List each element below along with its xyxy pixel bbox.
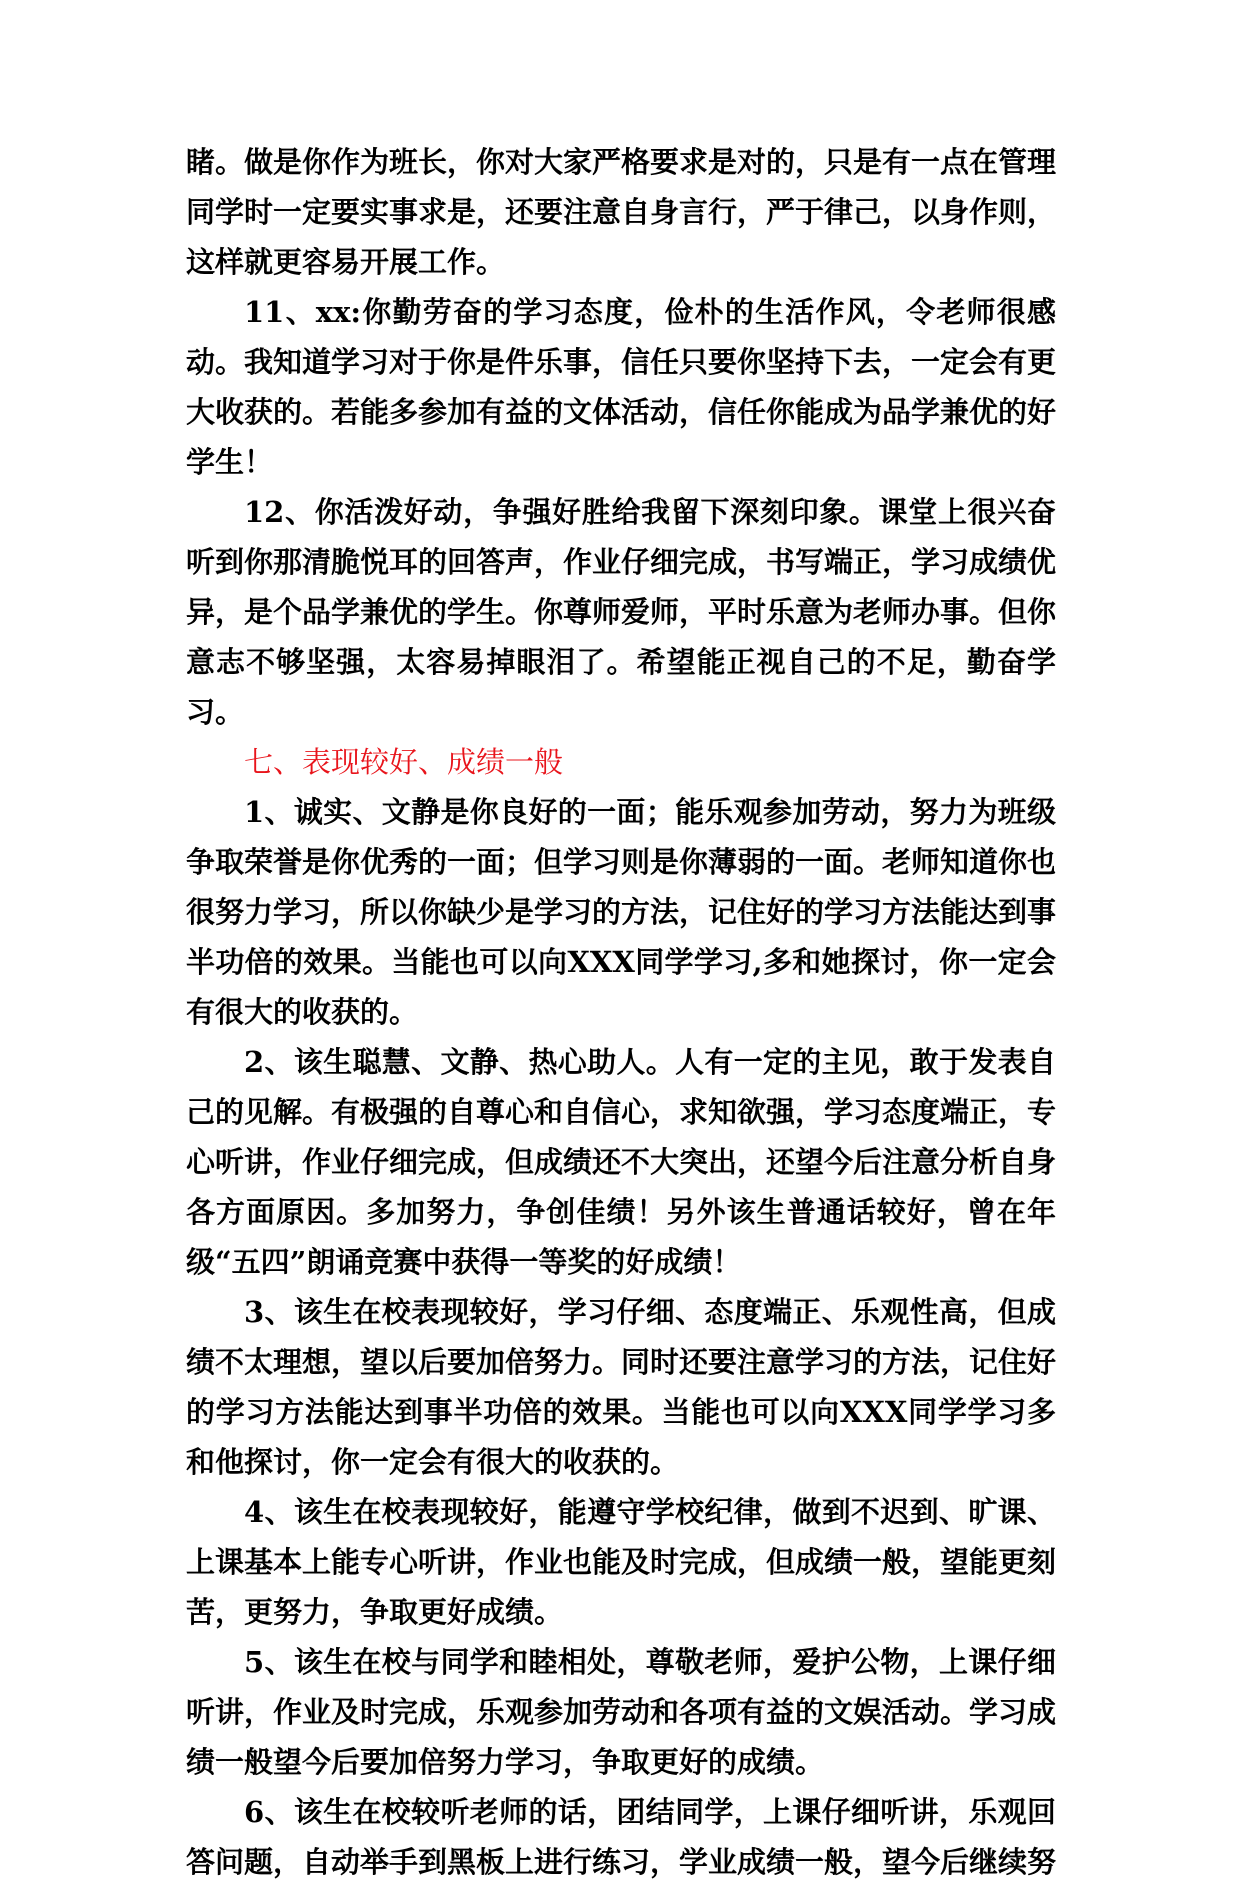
paragraph-12: 12、你活泼好动，争强好胜给我留下深刻印象。课堂上很兴奋听到你那清脆悦耳的回答声，作业仔细完成，书写端正，学习成绩优异，是个品学兼优的学生。你尊师爱师，平时乐意为老师办事。但你意志不够坚强，太容易掉眼泪了。希望能正视自己的不足，勤奋学习。	[186, 495, 1057, 729]
paragraph-11: 11、xx:你勤劳奋的学习态度，俭朴的生活作风，令老师很感动。我知道学习对于你是件乐事，信任只要你坚持下去，一定会有更大收获的。若能多参加有益的文体活动，信任你能成为品学兼优的好学生！	[186, 295, 1057, 479]
section-heading: 七、表现较好、成绩一般	[244, 745, 564, 779]
section-item-1: 1、诚实、文静是你良好的一面；能乐观参加劳动，努力为班级争取荣誉是你优秀的一面；但学习则是你薄弱的一面。老师知道你也很努力学习，所以你缺少是学习的方法，记住好的学习方法能达到事半功倍的效果。当能也可以向XXX同学学习,多和她探讨，你一定会有很大的收获的。	[186, 795, 1057, 1029]
document-page	[186, 137, 1056, 1887]
section-item-6: 6、该生在校较听老师的话，团结同学，上课仔细听讲，乐观回答问题，自动举手到黑板上进行练习，学业成绩一般，望今后继续努	[186, 1795, 1057, 1879]
section-item-2: 2、该生聪慧、文静、热心助人。人有一定的主见，敢于发表自己的见解。有极强的自尊心和自信心，求知欲强，学习态度端正，专心听讲，作业仔细完成，但成绩还不大突出，还望今后注意分析自身各方面原因。多加努力，争创佳绩！另外该生普通话较好，曾在年级“五四”朗诵竞赛中获得一等奖的好成绩！	[186, 1045, 1057, 1279]
section-item-3: 3、该生在校表现较好，学习仔细、态度端正、乐观性高，但成绩不太理想，望以后要加倍努力。同时还要注意学习的方法，记住好的学习方法能达到事半功倍的效果。当能也可以向XXX同学学习多和他探讨，你一定会有很大的收获的。	[186, 1295, 1057, 1479]
paragraph-10-continuation: 睹。做是你作为班长，你对大家严格要求是对的，只是有一点在管理同学时一定要实事求是，还要注意自身言行，严于律己，以身作则，这样就更容易开展工作。	[186, 145, 1057, 279]
section-item-4: 4、该生在校表现较好，能遵守学校纪律，做到不迟到、旷课、上课基本上能专心听讲，作业也能及时完成，但成绩一般，望能更刻苦，更努力，争取更好成绩。	[186, 1495, 1057, 1629]
section-item-5: 5、该生在校与同学和睦相处，尊敬老师，爱护公物，上课仔细听讲，作业及时完成，乐观参加劳动和各项有益的文娱活动。学习成绩一般望今后要加倍努力学习，争取更好的成绩。	[186, 1645, 1057, 1779]
